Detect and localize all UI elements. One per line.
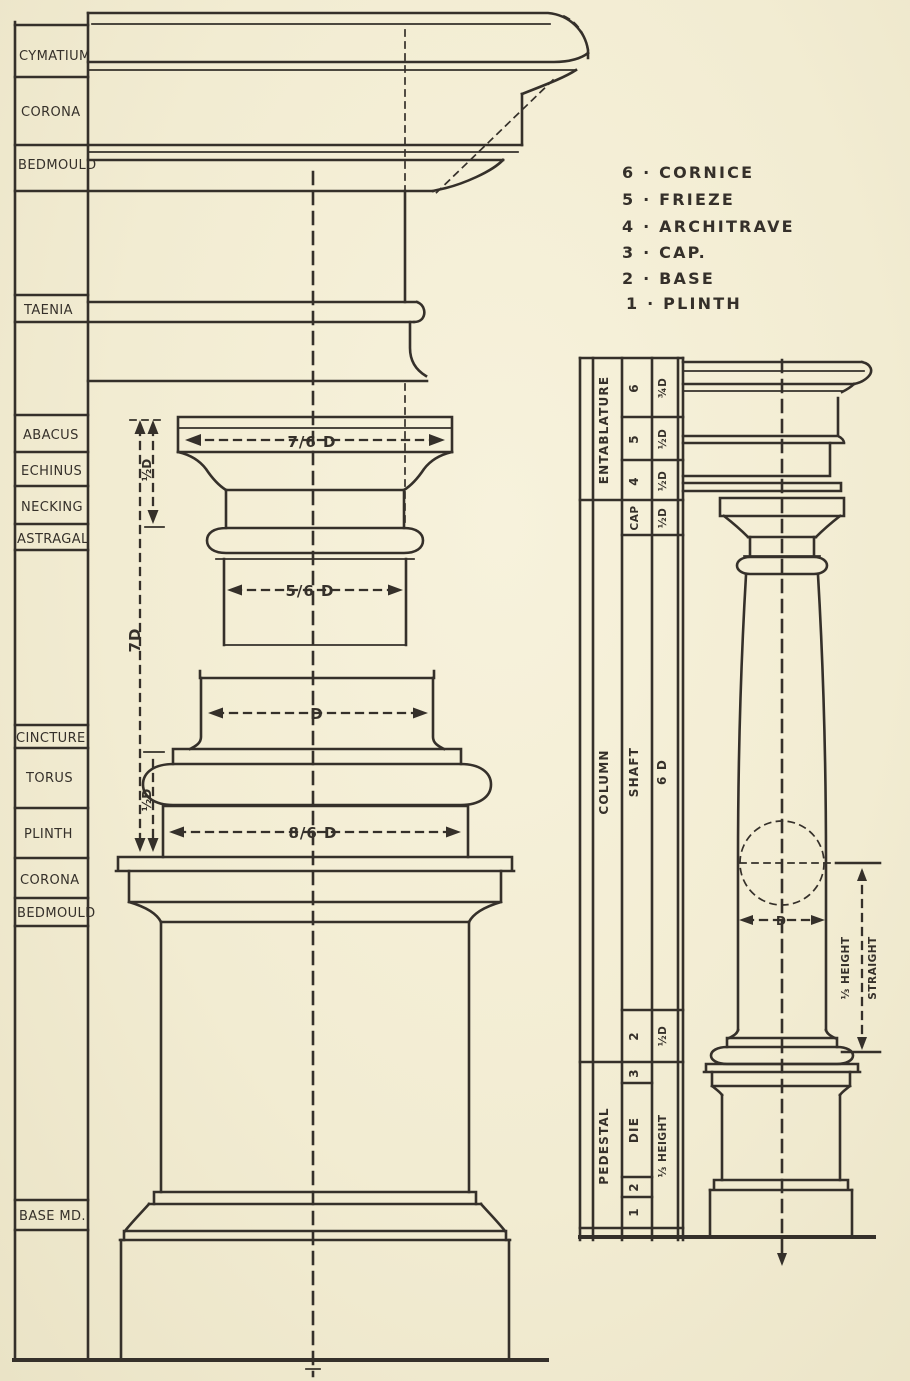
label-abacus: ABACUS — [23, 428, 79, 443]
main-dimension-lines — [126, 30, 461, 1376]
table-group-entablature: ENTABLATURE — [597, 375, 611, 485]
legend-item-cornice: 6 · CORNICE — [622, 163, 755, 182]
dim-shaft-bottom-width: D — [310, 705, 324, 723]
note-lower-third-straight: STRAIGHT — [867, 936, 879, 1000]
label-bedmould-base: BEDMOULD — [17, 906, 96, 921]
legend-item-architrave: 4 · ARCHITRAVE — [622, 217, 795, 236]
dim-shaft-top-width: 5/6 D — [285, 582, 335, 600]
legend-item-cap: 3 · CAP. — [622, 243, 707, 262]
dim-column-height: 7D — [126, 627, 144, 653]
label-corona-top: CORONA — [21, 105, 81, 120]
legend — [622, 163, 795, 313]
cyma-profile-dashed — [564, 16, 588, 54]
label-echinus: ECHINUS — [21, 464, 83, 479]
table-part-2-base: 2 — [627, 1031, 641, 1041]
table-part-cap: CAP — [629, 505, 641, 531]
legend-item-frieze: 5 · FRIEZE — [622, 190, 736, 209]
label-cincture: CINCTURE — [16, 731, 86, 746]
legend-item-base: 2 · BASE — [622, 269, 715, 288]
dim-plinth-width: 8/6 D — [288, 824, 338, 842]
label-astragal: ASTRAGAL — [17, 532, 89, 547]
table-part-6: 6 — [627, 383, 641, 393]
projection-dashed-line — [433, 80, 553, 196]
legend-item-plinth: 1 · PLINTH — [626, 294, 742, 313]
table-height-pedestal: ⅓ HEIGHT — [657, 1114, 669, 1178]
label-necking: NECKING — [21, 500, 83, 515]
table-part-2: 2 — [627, 1182, 641, 1192]
table-part-die: DIE — [627, 1116, 641, 1144]
table-part-5: 5 — [627, 434, 641, 444]
entablature-detail — [88, 13, 588, 381]
label-plinth: PLINTH — [24, 827, 73, 842]
label-base-mould: BASE MD. — [19, 1209, 86, 1224]
table-group-pedestal: PEDESTAL — [597, 1107, 611, 1185]
capital-detail — [178, 417, 452, 645]
table-height-cap: ½D — [657, 507, 669, 529]
label-torus: TORUS — [26, 771, 73, 786]
table-height-architrave: ½D — [657, 470, 669, 492]
table-height-cornice: ¾D — [657, 377, 669, 399]
table-part-4: 4 — [627, 476, 641, 486]
table-part-shaft: SHAFT — [627, 746, 641, 798]
full-order-elevation — [683, 360, 880, 1266]
label-corona-base: CORONA — [20, 873, 80, 888]
table-part-3: 3 — [627, 1068, 641, 1078]
table-group-column: COLUMN — [597, 749, 611, 815]
table-height-frieze: ½D — [657, 428, 669, 450]
dim-lower-diameter: D — [776, 914, 786, 928]
label-bedmould-top: BEDMOULD — [18, 158, 97, 173]
left-label-column — [15, 13, 97, 1360]
table-height-shaft: 6 D — [655, 758, 669, 786]
dim-base-height: ½D — [140, 788, 154, 812]
label-taenia: TAENIA — [24, 303, 73, 318]
table-height-base: ½D — [657, 1025, 669, 1047]
dim-abacus-width: 7/6 D — [287, 433, 337, 451]
label-cymatium: CYMATIUM — [19, 49, 91, 64]
table-part-1: 1 — [627, 1207, 641, 1217]
note-lower-third-height: ⅓ HEIGHT — [840, 936, 852, 1000]
base-and-pedestal-detail — [14, 671, 547, 1360]
dim-cap-height: ½D — [140, 458, 154, 482]
